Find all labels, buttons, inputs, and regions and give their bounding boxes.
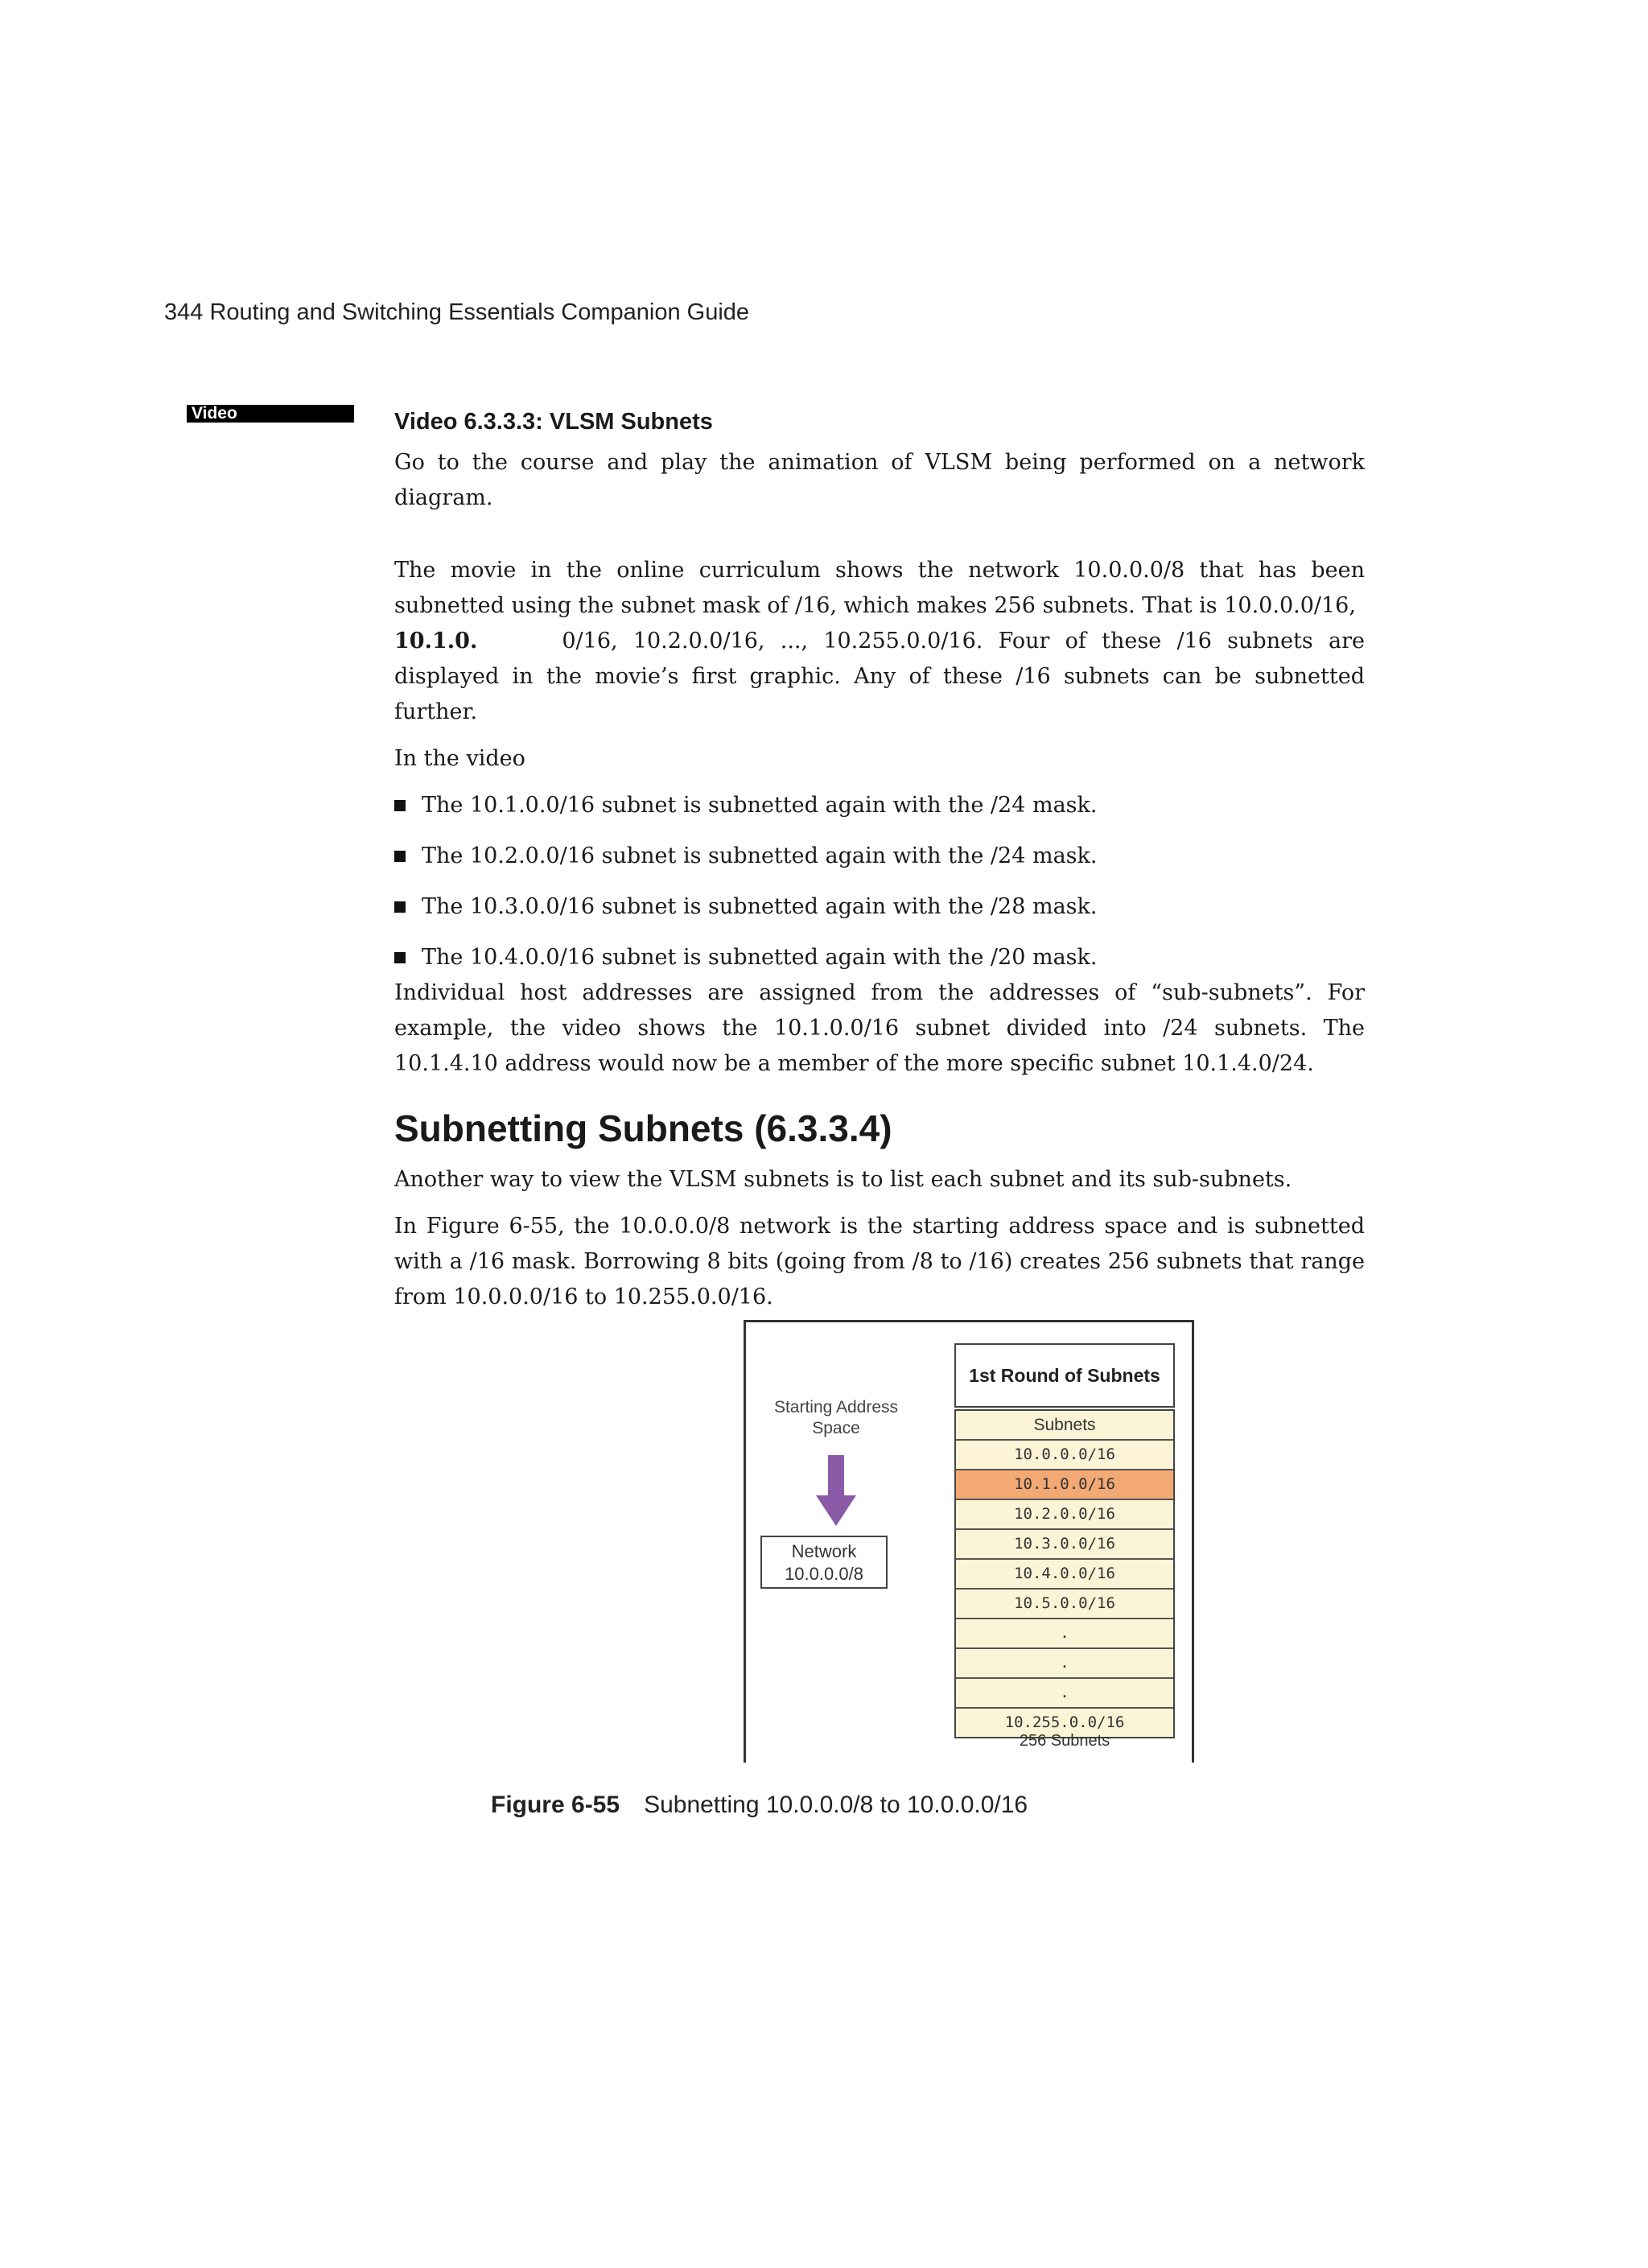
bullet-square-icon (394, 800, 406, 811)
figure-caption-text: Subnetting 10.0.0.0/8 to 10.0.0.0/16 (644, 1792, 1028, 1818)
paragraph-text: 0/16, 10.2.0.0/16, ..., 10.255.0.0/16. Four of these /16 subnets are displayed in the movie’s first graphic. Any of these /16 subnets can be subnetted further. (394, 629, 1365, 724)
section-paragraph: In Figure 6-55, the 10.0.0.0/8 network is the starting address space and is subnetted with a /16 mask. Borrowing 8 bits (going from /8 to /16) creates 256 subnets that range from 10.0.0.0/16 to 10.255.0.0/16. (394, 1214, 1365, 1309)
figure-frame (744, 1320, 746, 1763)
figure-number: Figure 6-55 (491, 1792, 620, 1818)
in-the-video-label: In the video (394, 746, 525, 771)
paragraph-text: The movie in the online curriculum shows the network 10.0.0.0/8 that has been subnetted using the subnet mask of /16, which makes 256 subnets. That is 10.0.0.0/16, (394, 558, 1365, 618)
figure-caption (491, 1792, 1028, 1819)
list-item (394, 788, 1365, 823)
video-title: Video 6.3.3.3: VLSM Subnets (394, 409, 713, 435)
bullet-text: The 10.2.0.0/16 subnet is subnetted again with the /24 mask. (422, 843, 1098, 868)
round-title-box: 1st Round of Subnets (954, 1343, 1175, 1408)
table-row: 10.0.0.0/16 (956, 1441, 1173, 1470)
bullet-square-icon (394, 851, 406, 862)
figure-frame (744, 1320, 1194, 1322)
section-paragraph: Another way to view the VLSM subnets is to list each subnet and its sub-subnets. (394, 1167, 1292, 1192)
main-content (394, 409, 1365, 1315)
arrow-head (816, 1495, 856, 1526)
table-row: . (956, 1679, 1173, 1709)
starting-address-label: Starting Address Space (773, 1398, 899, 1437)
table-row: . (956, 1619, 1173, 1649)
figure-6-55 (744, 1320, 1194, 1763)
bullet-text: The 10.1.0.0/16 subnet is subnetted again with the /24 mask. (422, 793, 1098, 818)
network-box (760, 1536, 888, 1589)
section-heading: Subnetting Subnets (6.3.3.4) (394, 1107, 892, 1149)
table-row-highlighted: 10.1.0.0/16 (956, 1470, 1173, 1500)
video-tag: Video (187, 405, 354, 423)
subnet-count-label: 256 Subnets (1019, 1732, 1110, 1750)
network-label: Network (791, 1541, 857, 1561)
table-row: 10.255.0.0/16 (956, 1709, 1173, 1737)
table-row: . (956, 1649, 1173, 1679)
paragraph-movie-description (394, 553, 1365, 730)
bullet-square-icon (394, 901, 406, 913)
table-row: 10.3.0.0/16 (956, 1530, 1173, 1560)
arrow-shaft (828, 1455, 844, 1499)
bullet-square-icon (394, 952, 406, 963)
table-header: Subnets (956, 1411, 1173, 1441)
bullet-text: The 10.3.0.0/16 subnet is subnetted again with the /28 mask. (422, 894, 1098, 919)
bullet-list (394, 788, 1365, 975)
bold-address-fragment: 10.1.0. (394, 629, 478, 654)
table-row: 10.5.0.0/16 (956, 1590, 1173, 1619)
paragraph-host-addresses: Individual host addresses are assigned from the addresses of “sub-subnets”. For example, the video shows the 10.1.0.0/16 subnet divided into /24 subnets. The 10.1.4.10 address would now be a member of the more specific subnet 10.1.4.0/24. (394, 980, 1365, 1076)
down-arrow-icon (816, 1455, 856, 1528)
list-item (394, 889, 1365, 925)
table-row: 10.2.0.0/16 (956, 1500, 1173, 1530)
video-instruction: Go to the course and play the animation of VLSM being performed on a network diagram. (394, 450, 1365, 510)
list-item (394, 839, 1365, 874)
network-value: 10.0.0.0/8 (785, 1564, 863, 1584)
running-head: 344 Routing and Switching Essentials Companion Guide (164, 299, 750, 325)
subnet-table (954, 1409, 1175, 1738)
figure-frame (1192, 1320, 1194, 1763)
bullet-text: The 10.4.0.0/16 subnet is subnetted again with the /20 mask. (422, 945, 1098, 970)
table-row: 10.4.0.0/16 (956, 1560, 1173, 1590)
list-item (394, 940, 1365, 975)
